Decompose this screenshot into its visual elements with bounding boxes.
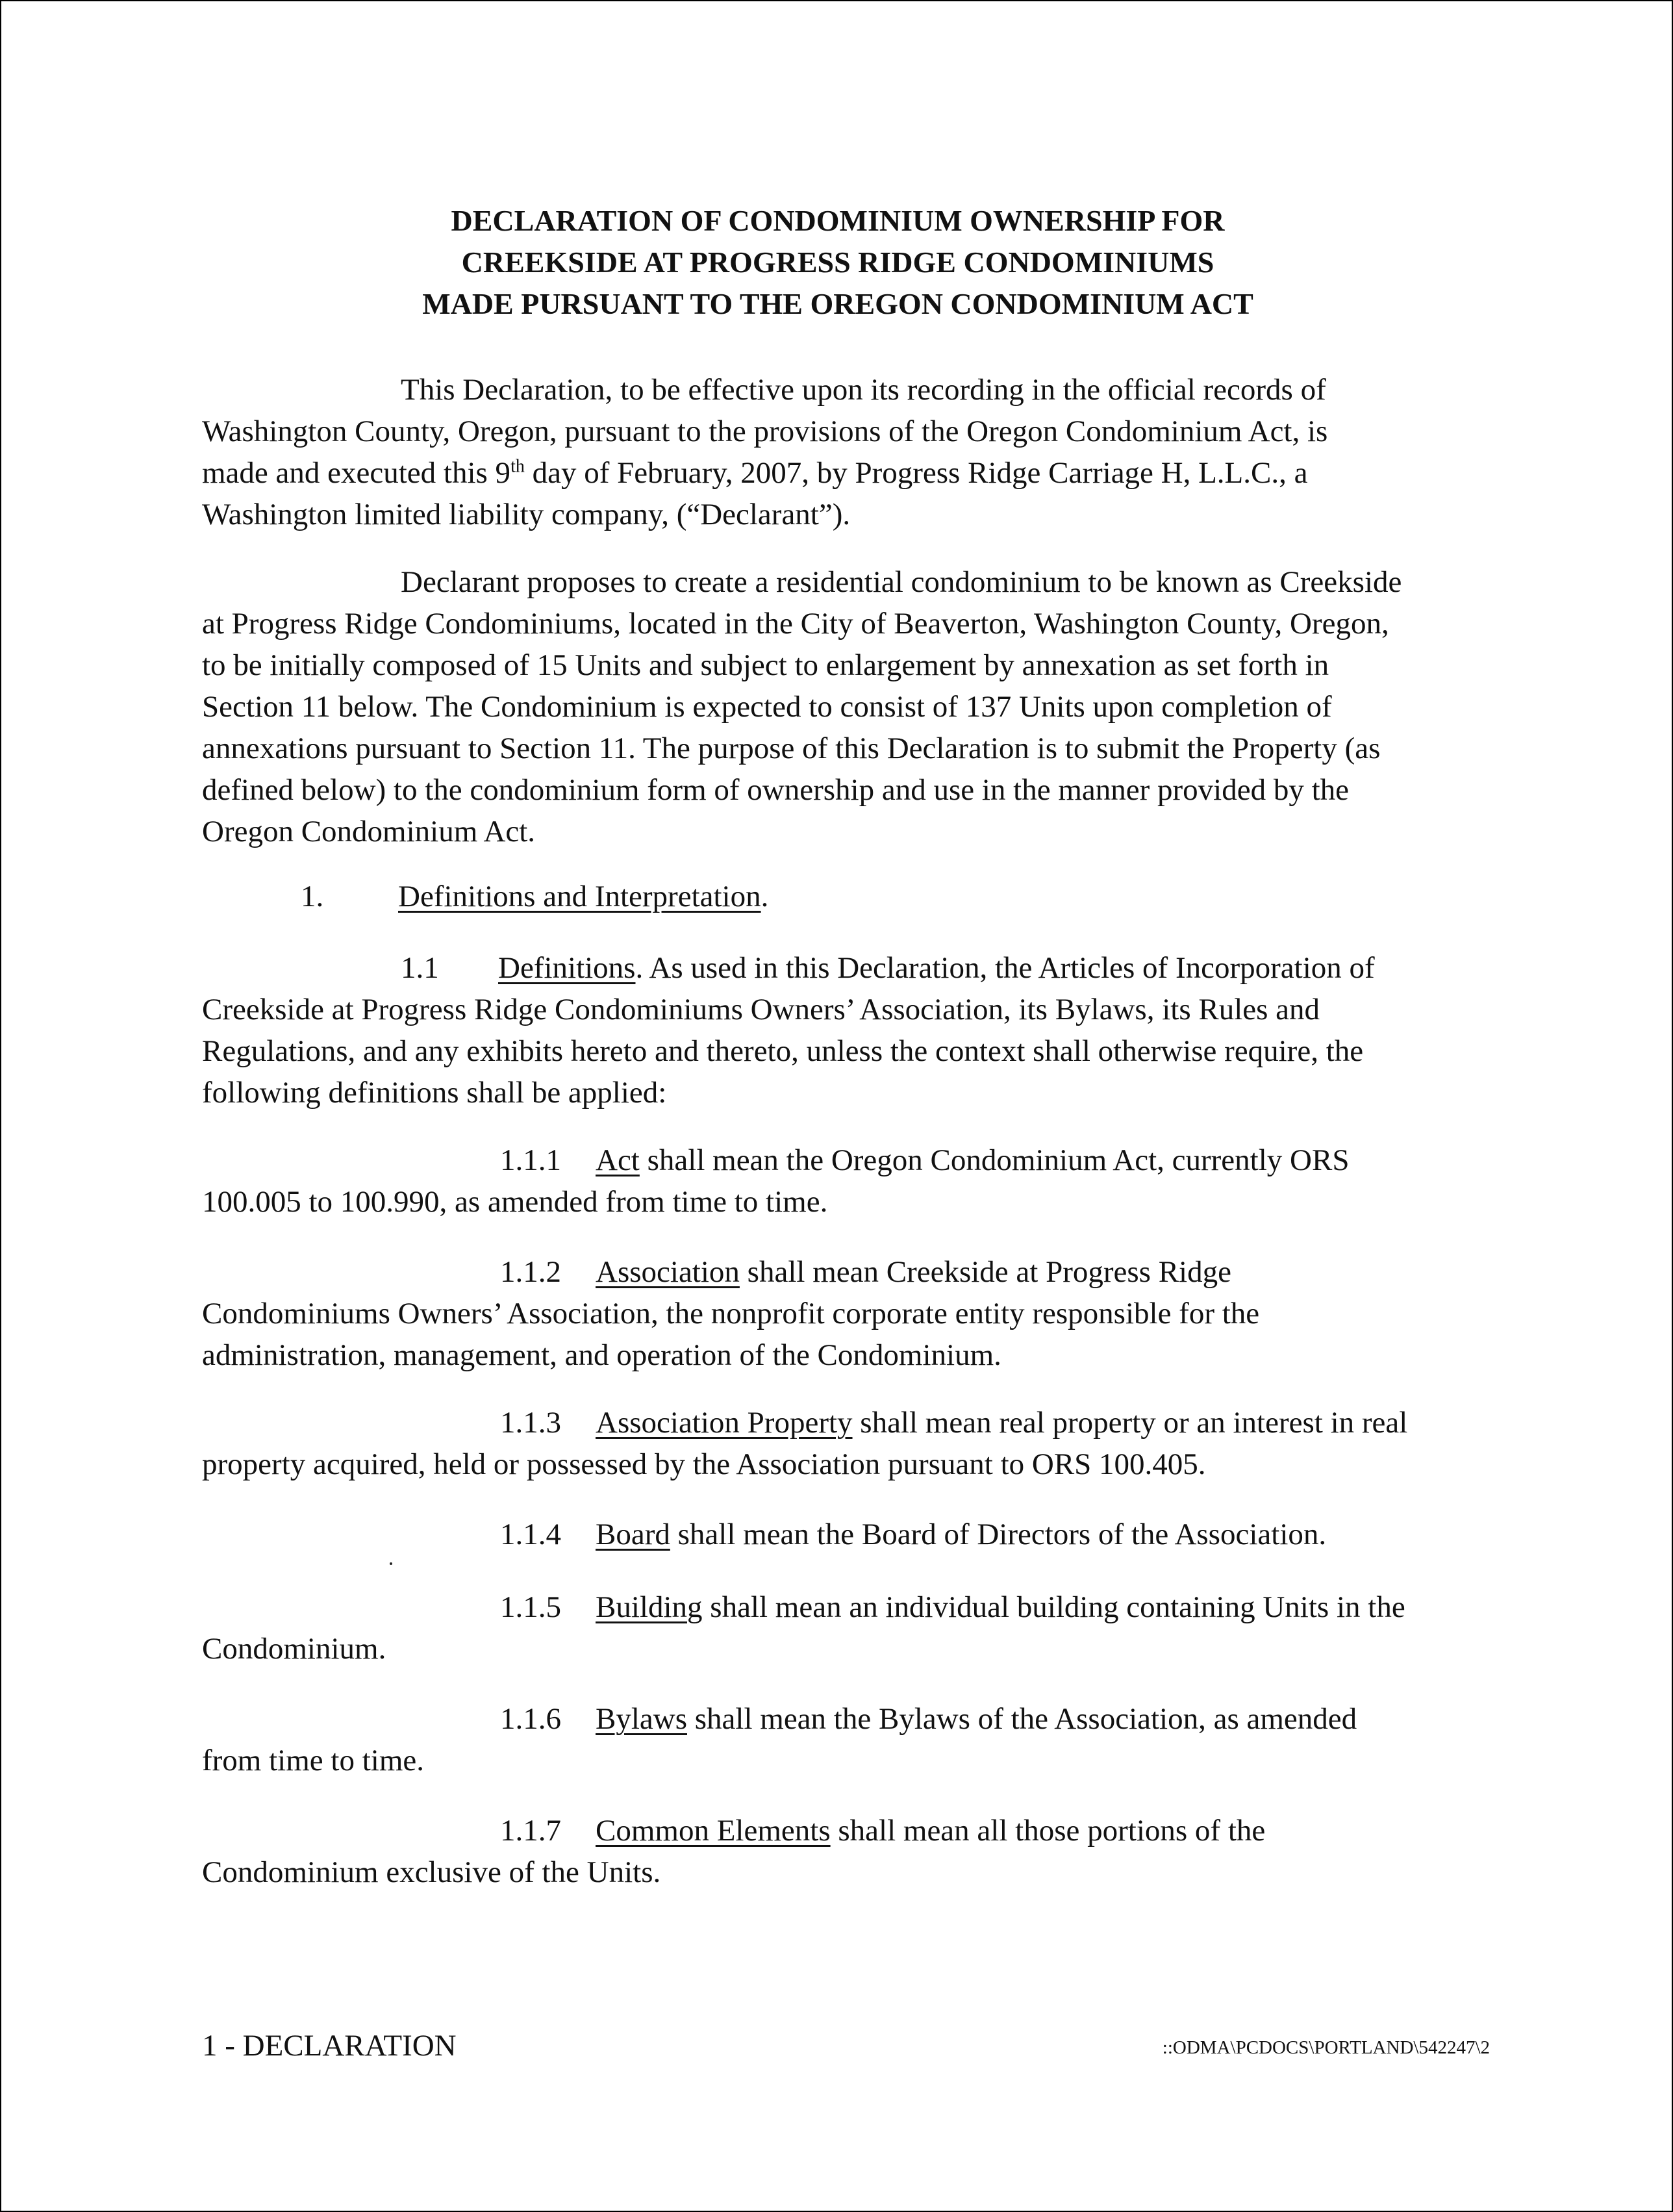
definition-line: from time to time. <box>202 1744 424 1777</box>
definition-board <box>202 1514 1468 1555</box>
definition-number: 1.1.4 <box>500 1518 561 1551</box>
document-title <box>1 200 1673 325</box>
definition-line-1-rest: shall mean an individual building containing Units in the <box>702 1590 1405 1624</box>
intro-line-3-post: day of February, 2007, by Progress Ridge Carriage H, L.L.C., a <box>524 456 1308 490</box>
purpose-line-4: Section 11 below. The Condominium is expected to consist of 137 Units upon completion of <box>202 690 1332 724</box>
definition-line-1-rest: shall mean Creekside at Progress Ridge <box>739 1255 1231 1289</box>
section-1-title: Definitions and Interpretation <box>398 880 761 913</box>
definition-term: Bylaws <box>596 1702 687 1736</box>
definition-bylaws <box>202 1698 1468 1781</box>
definition-line-1-rest: shall mean all those portions of the <box>830 1814 1266 1848</box>
definition-term: Association Property <box>596 1406 853 1440</box>
definition-line: property acquired, held or possessed by the Association pursuant to ORS 100.405. <box>202 1447 1206 1481</box>
section-1-1-title: Definitions <box>498 951 636 985</box>
scan-speck <box>390 1562 392 1565</box>
section-1-number: 1. <box>301 880 324 913</box>
definition-term: Board <box>596 1518 670 1551</box>
intro-line-1: This Declaration, to be effective upon its recording in the official records of <box>401 373 1326 407</box>
section-1-1-number: 1.1 <box>401 951 439 985</box>
definition-act <box>202 1139 1468 1223</box>
intro-line-4: Washington limited liability company, (“Declarant”). <box>202 498 851 531</box>
section-1-1-line-2: Creekside at Progress Ridge Condominiums Owners’ Association, its Bylaws, its Rules and <box>202 993 1320 1026</box>
definition-line: Condominiums Owners’ Association, the nonprofit corporate entity responsible for the <box>202 1297 1260 1330</box>
title-line-3: MADE PURSUANT TO THE OREGON CONDOMINIUM ACT <box>422 287 1253 320</box>
footer-document-path: ::ODMA\PCDOCS\PORTLAND\542247\2 <box>1162 2037 1490 2058</box>
title-line-2: CREEKSIDE AT PROGRESS RIDGE CONDOMINIUMS <box>461 246 1214 279</box>
purpose-line-1: Declarant proposes to create a residential condominium to be known as Creekside <box>401 565 1402 599</box>
section-1-heading <box>202 876 1468 917</box>
section-1-1-line-4: following definitions shall be applied: <box>202 1076 667 1110</box>
definition-building <box>202 1586 1468 1670</box>
intro-line-3 <box>202 452 1468 494</box>
definition-line-1-rest: shall mean the Oregon Condominium Act, currently ORS <box>639 1143 1350 1177</box>
definition-number: 1.1.3 <box>500 1406 561 1440</box>
purpose-line-7: Oregon Condominium Act. <box>202 815 536 848</box>
definition-line-1-rest: shall mean real property or an interest in real <box>852 1406 1408 1440</box>
definition-number: 1.1.7 <box>500 1814 561 1848</box>
definition-number: 1.1.2 <box>500 1255 561 1289</box>
definition-number: 1.1.5 <box>500 1590 561 1624</box>
intro-line-3-pre: made and executed this 9 <box>202 456 511 490</box>
definition-number: 1.1.1 <box>500 1143 561 1177</box>
definition-term: Act <box>596 1143 640 1177</box>
purpose-line-2: at Progress Ridge Condominiums, located in the City of Beaverton, Washington County, Oregon, <box>202 607 1389 641</box>
definition-line: administration, management, and operation of the Condominium. <box>202 1338 1001 1372</box>
section-1-period: . <box>761 880 769 913</box>
footer-page-label: 1 - DECLARATION <box>202 2029 457 2063</box>
ordinal-suffix: th <box>510 456 525 477</box>
definition-line: Condominium exclusive of the Units. <box>202 1855 661 1889</box>
definition-line-1-rest: shall mean the Board of Directors of the Association. <box>670 1518 1327 1551</box>
section-1-1-line-3: Regulations, and any exhibits hereto and thereto, unless the context shall otherwise require, the <box>202 1034 1364 1068</box>
definition-line: 100.005 to 100.990, as amended from time to time. <box>202 1185 828 1219</box>
definition-number: 1.1.6 <box>500 1702 561 1736</box>
definition-association <box>202 1251 1468 1376</box>
section-1-1-paragraph <box>202 947 1468 1113</box>
definition-common-elements <box>202 1810 1468 1893</box>
definition-line: Condominium. <box>202 1632 386 1666</box>
section-1-1-line-1-rest: . As used in this Declaration, the Articles of Incorporation of <box>635 951 1375 985</box>
purpose-line-5: annexations pursuant to Section 11. The purpose of this Declaration is to submit the Property (as <box>202 731 1381 765</box>
intro-line-2: Washington County, Oregon, pursuant to the provisions of the Oregon Condominium Act, is <box>202 414 1328 448</box>
definition-association-property <box>202 1402 1468 1485</box>
definition-term: Common Elements <box>596 1814 831 1848</box>
purpose-line-3: to be initially composed of 15 Units and subject to enlargement by annexation as set forth in <box>202 648 1329 682</box>
definition-line-1-rest: shall mean the Bylaws of the Association, as amended <box>687 1702 1357 1736</box>
purpose-line-6: defined below) to the condominium form of ownership and use in the manner provided by the <box>202 773 1349 807</box>
definition-term: Building <box>596 1590 703 1624</box>
title-line-1: DECLARATION OF CONDOMINIUM OWNERSHIP FOR <box>451 204 1225 237</box>
intro-paragraph <box>202 369 1468 535</box>
definition-term: Association <box>596 1255 740 1289</box>
purpose-paragraph <box>202 561 1468 852</box>
